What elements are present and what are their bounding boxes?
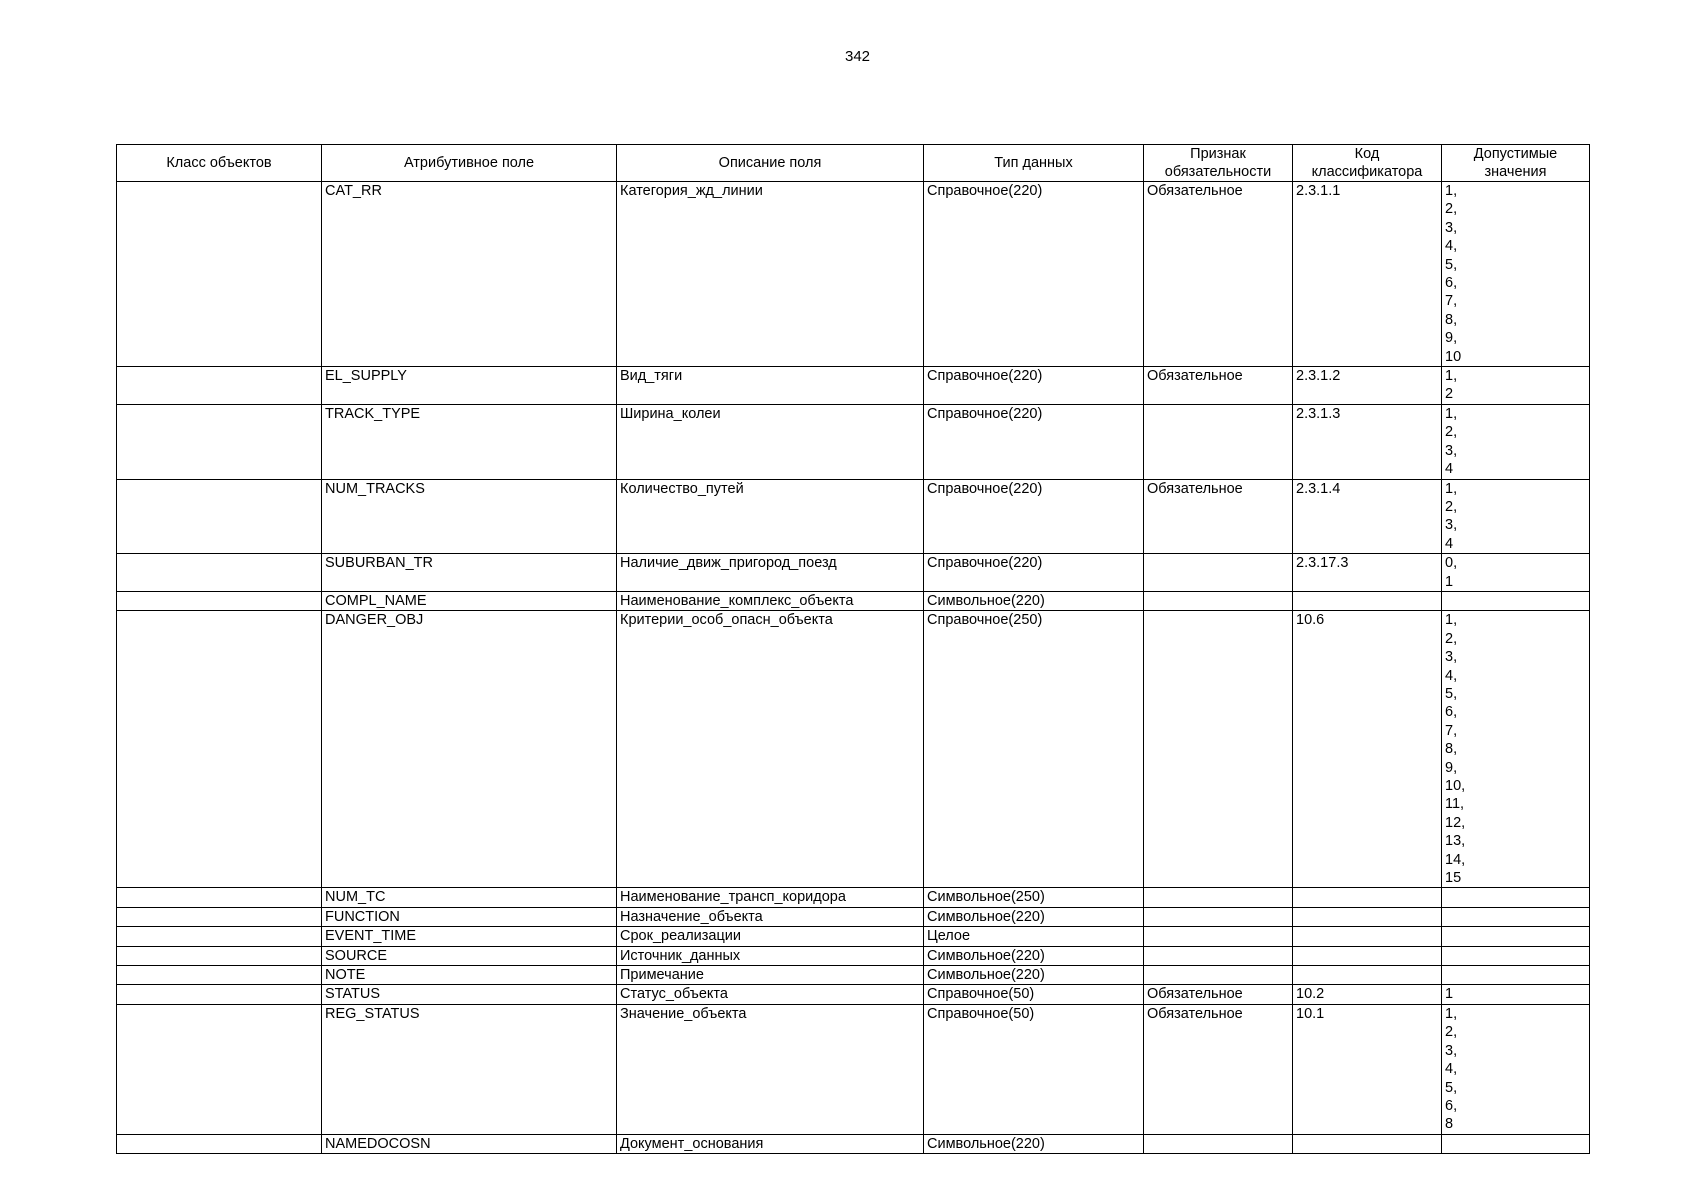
data-type-cell: Символьное(250) — [924, 888, 1144, 907]
allowed-value: 7, — [1445, 722, 1458, 739]
object-class-cell — [117, 1004, 322, 1134]
data-type-cell: Справочное(220) — [924, 367, 1144, 405]
header-mandatory-line-1: Признак — [1190, 146, 1246, 162]
allowed-values-cell — [1442, 611, 1590, 888]
object-class-cell — [117, 591, 322, 610]
data-type-cell: Справочное(50) — [924, 1004, 1144, 1134]
attribute-cell: EVENT_TIME — [322, 927, 617, 946]
data-type-cell: Символьное(220) — [924, 1134, 1144, 1153]
object-class-cell — [117, 367, 322, 405]
classifier-code-cell: 10.6 — [1293, 611, 1442, 888]
data-type-cell: Справочное(250) — [924, 611, 1144, 888]
object-class-cell — [117, 985, 322, 1004]
attribute-table — [116, 144, 1590, 1154]
table-row — [117, 927, 1590, 946]
object-class-cell — [117, 966, 322, 985]
object-class-cell — [117, 611, 322, 888]
allowed-value: 5, — [1445, 1079, 1458, 1096]
allowed-value: 1, — [1445, 368, 1458, 385]
classifier-code-cell: 2.3.1.1 — [1293, 182, 1442, 367]
mandatory-cell: Обязательное — [1144, 1004, 1293, 1134]
header-data-type: Тип данных — [924, 145, 1144, 182]
allowed-value: 1, — [1445, 183, 1458, 199]
allowed-value: 1 — [1445, 986, 1454, 1003]
classifier-code-cell — [1293, 927, 1442, 946]
table-row — [117, 479, 1590, 554]
object-class-cell — [117, 907, 322, 926]
data-type-cell: Справочное(220) — [924, 554, 1144, 592]
allowed-value: 2, — [1445, 201, 1458, 218]
table-header-row — [117, 145, 1590, 182]
allowed-values-cell — [1442, 985, 1590, 1004]
attribute-cell: DANGER_OBJ — [322, 611, 617, 888]
allowed-values-cell — [1442, 479, 1590, 554]
allowed-values-cell — [1442, 404, 1590, 479]
allowed-value: 6, — [1445, 704, 1458, 721]
allowed-values-cell — [1442, 182, 1590, 367]
table-row — [117, 946, 1590, 965]
classifier-code-cell: 10.2 — [1293, 985, 1442, 1004]
object-class-cell — [117, 182, 322, 367]
mandatory-cell — [1144, 554, 1293, 592]
table-row — [117, 591, 1590, 610]
attribute-cell: COMPL_NAME — [322, 591, 617, 610]
object-class-cell — [117, 554, 322, 592]
attribute-cell: REG_STATUS — [322, 1004, 617, 1134]
mandatory-cell: Обязательное — [1144, 479, 1293, 554]
mandatory-cell — [1144, 404, 1293, 479]
allowed-value: 4 — [1445, 535, 1454, 552]
allowed-value: 1, — [1445, 480, 1458, 497]
mandatory-cell — [1144, 907, 1293, 926]
description-cell: Критерии_особ_опасн_объекта — [617, 611, 924, 888]
data-type-cell: Символьное(220) — [924, 907, 1144, 926]
allowed-value: 9, — [1445, 759, 1458, 776]
mandatory-cell — [1144, 966, 1293, 985]
classifier-code-cell: 10.1 — [1293, 1004, 1442, 1134]
mandatory-cell: Обязательное — [1144, 367, 1293, 405]
description-cell: Наличие_движ_пригород_поезд — [617, 554, 924, 592]
allowed-value: 2, — [1445, 630, 1458, 647]
description-cell: Вид_тяги — [617, 367, 924, 405]
allowed-value: 3, — [1445, 442, 1458, 459]
allowed-values-cell — [1442, 966, 1590, 985]
description-cell: Документ_основания — [617, 1134, 924, 1153]
description-cell: Примечание — [617, 966, 924, 985]
table-row — [117, 1004, 1590, 1134]
object-class-cell — [117, 479, 322, 554]
classifier-code-cell: 2.3.1.4 — [1293, 479, 1442, 554]
attribute-cell: EL_SUPPLY — [322, 367, 617, 405]
allowed-values-cell — [1442, 367, 1590, 405]
mandatory-cell — [1144, 591, 1293, 610]
description-cell: Наименование_трансп_коридора — [617, 888, 924, 907]
object-class-cell — [117, 927, 322, 946]
classifier-code-cell — [1293, 591, 1442, 610]
allowed-value: 11, — [1445, 796, 1465, 813]
table-row — [117, 404, 1590, 479]
allowed-values-cell — [1442, 1134, 1590, 1153]
description-cell: Количество_путей — [617, 479, 924, 554]
attribute-cell: NUM_TC — [322, 888, 617, 907]
allowed-value: 10, — [1445, 778, 1466, 794]
classifier-code-cell: 2.3.1.3 — [1293, 404, 1442, 479]
allowed-value: 1, — [1445, 405, 1458, 422]
allowed-values-cell — [1442, 927, 1590, 946]
data-type-cell: Символьное(220) — [924, 946, 1144, 965]
allowed-value: 2, — [1445, 424, 1458, 441]
allowed-value: 3, — [1445, 517, 1458, 534]
allowed-value: 4, — [1445, 238, 1458, 255]
attribute-cell: TRACK_TYPE — [322, 404, 617, 479]
page-number: 342 — [844, 48, 871, 65]
allowed-value: 0, — [1445, 555, 1458, 572]
attribute-cell: FUNCTION — [322, 907, 617, 926]
attribute-cell: SUBURBAN_TR — [322, 554, 617, 592]
header-object-class: Класс объектов — [117, 145, 322, 182]
allowed-values-cell — [1442, 888, 1590, 907]
allowed-value: 8, — [1445, 741, 1458, 758]
allowed-values-cell — [1442, 946, 1590, 965]
classifier-code-cell: 2.3.17.3 — [1293, 554, 1442, 592]
data-type-cell: Справочное(50) — [924, 985, 1144, 1004]
allowed-value: 12, — [1445, 814, 1466, 831]
allowed-value: 6, — [1445, 275, 1458, 292]
attribute-cell: NOTE — [322, 966, 617, 985]
allowed-value: 14, — [1445, 851, 1466, 868]
description-cell: Источник_данных — [617, 946, 924, 965]
header-code-line-2: классификатора — [1311, 164, 1423, 180]
description-cell: Срок_реализации — [617, 927, 924, 946]
description-cell: Наименование_комплекс_объекта — [617, 591, 924, 610]
header-field-description: Описание поля — [617, 145, 924, 182]
attribute-cell: NAMEDOCOSN — [322, 1134, 617, 1153]
classifier-code-cell — [1293, 1134, 1442, 1153]
allowed-value: 3, — [1445, 1042, 1458, 1059]
table-row — [117, 966, 1590, 985]
table-body — [117, 182, 1590, 1154]
header-classifier-code — [1293, 145, 1442, 182]
table-row — [117, 907, 1590, 926]
attribute-cell: NUM_TRACKS — [322, 479, 617, 554]
table-row — [117, 888, 1590, 907]
mandatory-cell — [1144, 611, 1293, 888]
table-row — [117, 182, 1590, 367]
classifier-code-cell — [1293, 966, 1442, 985]
description-cell: Значение_объекта — [617, 1004, 924, 1134]
object-class-cell — [117, 404, 322, 479]
classifier-code-cell: 2.3.1.2 — [1293, 367, 1442, 405]
attribute-cell: CAT_RR — [322, 182, 617, 367]
attribute-cell: SOURCE — [322, 946, 617, 965]
allowed-value: 8 — [1445, 1116, 1454, 1133]
allowed-value: 4 — [1445, 461, 1454, 478]
allowed-value: 1, — [1445, 1005, 1458, 1022]
data-type-cell: Целое — [924, 927, 1144, 946]
header-code-line-1: Код — [1354, 146, 1380, 162]
header-allowed-values — [1442, 145, 1590, 182]
allowed-value: 4, — [1445, 1061, 1458, 1078]
allowed-value: 6, — [1445, 1097, 1458, 1114]
classifier-code-cell — [1293, 946, 1442, 965]
mandatory-cell: Обязательное — [1144, 985, 1293, 1004]
description-cell: Назначение_объекта — [617, 907, 924, 926]
object-class-cell — [117, 888, 322, 907]
table-row — [117, 611, 1590, 888]
mandatory-cell — [1144, 888, 1293, 907]
mandatory-cell — [1144, 927, 1293, 946]
header-mandatory-line-2: обязательности — [1164, 164, 1272, 180]
data-type-cell: Символьное(220) — [924, 591, 1144, 610]
attribute-cell: STATUS — [322, 985, 617, 1004]
data-type-cell: Справочное(220) — [924, 404, 1144, 479]
allowed-value: 15 — [1445, 870, 1462, 887]
allowed-value: 5, — [1445, 685, 1458, 702]
header-values-line-2: значения — [1484, 164, 1547, 180]
data-type-cell: Справочное(220) — [924, 182, 1144, 367]
allowed-value: 7, — [1445, 293, 1458, 310]
mandatory-cell: Обязательное — [1144, 182, 1293, 367]
allowed-value: 2 — [1445, 386, 1454, 403]
description-cell: Ширина_колеи — [617, 404, 924, 479]
table-row — [117, 554, 1590, 592]
allowed-value: 13, — [1445, 833, 1466, 850]
allowed-value: 2, — [1445, 498, 1458, 515]
object-class-cell — [117, 946, 322, 965]
description-cell: Категория_жд_линии — [617, 182, 924, 367]
allowed-value: 3, — [1445, 219, 1458, 236]
allowed-values-cell — [1442, 907, 1590, 926]
allowed-value: 2, — [1445, 1024, 1458, 1041]
allowed-value: 5, — [1445, 256, 1458, 273]
description-cell: Статус_объекта — [617, 985, 924, 1004]
object-class-cell — [117, 1134, 322, 1153]
data-type-cell: Символьное(220) — [924, 966, 1144, 985]
classifier-code-cell — [1293, 907, 1442, 926]
table-row — [117, 985, 1590, 1004]
allowed-value: 1 — [1445, 573, 1454, 590]
table-row — [117, 1134, 1590, 1153]
data-type-cell: Справочное(220) — [924, 479, 1144, 554]
allowed-value: 4, — [1445, 667, 1458, 684]
allowed-value: 3, — [1445, 649, 1458, 666]
allowed-value: 9, — [1445, 330, 1458, 347]
allowed-value: 1, — [1445, 612, 1458, 629]
allowed-values-cell — [1442, 591, 1590, 610]
classifier-code-cell — [1293, 888, 1442, 907]
allowed-values-cell — [1442, 1004, 1590, 1134]
header-mandatory-sign — [1144, 145, 1293, 182]
header-values-line-1: Допустимые — [1473, 146, 1558, 162]
allowed-value: 8, — [1445, 311, 1458, 328]
allowed-value: 10 — [1445, 348, 1462, 365]
table-row — [117, 367, 1590, 405]
header-attribute-field: Атрибутивное поле — [322, 145, 617, 182]
mandatory-cell — [1144, 1134, 1293, 1153]
mandatory-cell — [1144, 946, 1293, 965]
allowed-values-cell — [1442, 554, 1590, 592]
